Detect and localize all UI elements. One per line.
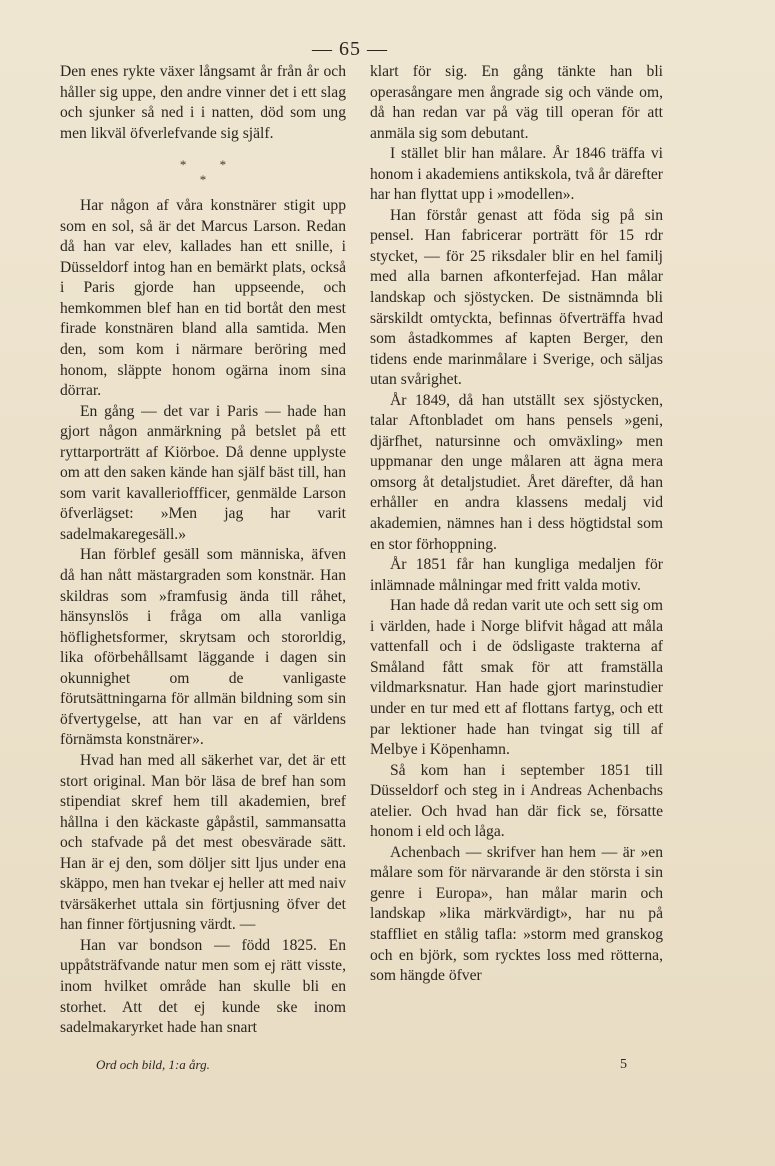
paragraph: Han förstår genast att föda sig på sin pensel. Han fabricerar porträtt för 15 rdr stycket, — för 25 riksdaler blir en hel familj med alla barnen afkonterfejad. Han målar landskap och sjöstycken. De sistnämnda bli särskildt omtyckta, befinnas öfverträffa hvad som åstadkommes af kapten Berger, den tidens ende marinmålare i Sverige, och säljas utan svårighet. xyxy=(370,206,663,389)
paragraph: En gång — det var i Paris — hade han gjort någon anmärkning på betslet på ett ryttarporträtt af Kiörboe. Då denne upplyste om att den saken kände han själf bäst till, han som varit kavallerioffficer, genmälde Larson öfverlägset: »Men jag har varit sadelmakaregesäll.» xyxy=(60,402,346,543)
paragraph: Han var bondson — född 1825. En uppåtsträfvande natur men som ej rätt visste, inom hvilket område han skulle bli en storhet. Att det ej kunde ske inom sadelmakaryrket hade han snart xyxy=(60,936,346,1037)
paragraph: Han förblef gesäll som människa, äfven då han nått mästargraden som konstnär. Han skildras som »framfusig ända till råhet, hänsynslös i fråga om alla vanliga höflighetsformer, skrytsam och stororldig, lika oförbehållsamt läggande i dagen sin okunnighet om de vanligaste förutsättningarna för allmän bildning som sin öfvertygelse, att han var en af världens förnämsta konstnärer». xyxy=(60,546,346,749)
paragraph: År 1849, då han utställt sex sjöstycken, talar Aftonbladet om hans pensels »geni, djärfhet, natursinne och omväxling» men uppmanar den unge målaren att ägna mera omsorg åt detaljstudiet. Året därefter, då han erhåller en andra klassens medalj vid akademien, nämnes han i dess högtidstal som en stor förhoppning. xyxy=(370,391,663,553)
paragraph: Achenbach — skrifver han hem — är »en målare som för närvarande är den största i sin genre i Europa», han målar marin och landskap »lika märkvärdigt», har nu på staffliet en stålig tafla: »storm med granskog och en björk, som rycktes loss med rötterna, som hängde öfver xyxy=(370,843,663,985)
right-column xyxy=(370,62,663,987)
paragraph: Hvad han med all säkerhet var, det är ett stort original. Man bör läsa de bref han som stipendiat skref hem till akademien, bref hållna i den käckaste gåpåstil, sammansatta och stafvade på det mest obesvärade sätt. Han är ej den, som döljer sitt ljus under ena skäppo, men han tvekar ej heller att med naiv tvärsäkerhet uttala sin förtjusning öfver det han finner förtjusning värdt. — xyxy=(60,751,346,934)
paragraph: klart för sig. En gång tänkte han bli operasångare men ångrade sig och vände om, då han redan var på väg till operan för att anmäla sig som debutant. xyxy=(370,63,663,142)
page-number: — 65 — xyxy=(312,38,388,60)
section-separator xyxy=(60,157,346,187)
left-column xyxy=(60,62,346,1039)
signature-mark: 5 xyxy=(620,1057,627,1072)
paragraph: I stället blir han målare. År 1846 träffa vi honom i akademiens antikskola, två år därefter har han flyttat upp i »modellen». xyxy=(370,145,663,204)
journal-footer: Ord och bild, 1:a årg. xyxy=(96,1057,210,1072)
paragraph: År 1851 får han kungliga medaljen för inlämnade målningar med fritt valda motiv. xyxy=(370,556,663,594)
separator-star-bottom: * xyxy=(199,172,207,188)
paragraph: Så kom han i september 1851 till Düsseldorf och steg in i Andreas Achenbachs atelier. Och hvad han där fick se, försatte honom i eld och låga. xyxy=(370,761,663,841)
separator-stars-top: * * xyxy=(179,157,227,173)
paragraph: Har någon af våra konstnärer stigit upp som en sol, så är det Marcus Larson. Redan då han var elev, kallades han ett snille, i Düsseldorf intog han en bemärkt plats, också i Paris gjorde han uppseende, och hemkommen blef han en tid bortåt den mest firade konstnären bland alla samtida. Men den, som kom i närmare beröring med honom, släppte honom ogärna inom sina dörrar. xyxy=(60,197,346,400)
paragraph: Den enes rykte växer långsamt år från år och håller sig uppe, den andre vinner det i ett slag och sjunker så ned i i natten, död som ung men likväl öfverlefvande sig själf. xyxy=(60,63,346,142)
paragraph: Han hade då redan varit ute och sett sig om i världen, hade i Norge blifvit hågad att måla vattenfall och i de ödsligaste trakterna af Småland fått smak för att framställa vildmarksnatur. Han hade gjort marinstudier under en tur med ett af flottans fartyg, och ett par lektioner hade han tvingat sig till af Melbye i Köpenhamn. xyxy=(370,597,663,759)
